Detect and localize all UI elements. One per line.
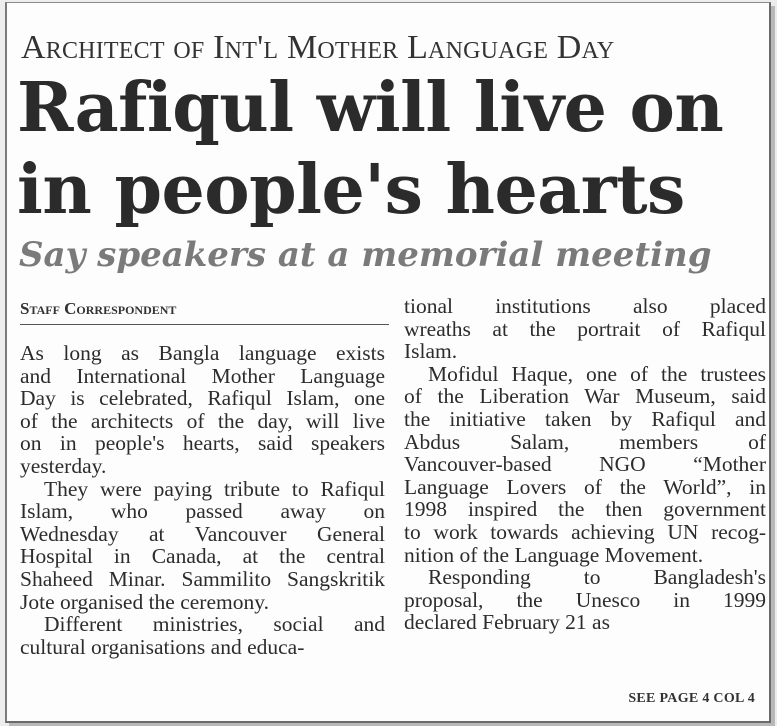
text-line: Different ministries, social and [44, 612, 385, 637]
text-line: Responding to Bangladesh's [428, 565, 766, 590]
text-line: wreaths at the portrait of Rafiqul [404, 316, 766, 341]
text-line: of the Liberation War Museum, said [404, 384, 766, 409]
text-line: to work towards achieving UN recog- [404, 519, 766, 544]
paragraph [20, 613, 385, 658]
paragraph [404, 363, 766, 566]
newspaper-clipping [5, 2, 771, 723]
article-column-2 [404, 295, 766, 634]
subheadline: Say speakers at a memorial meeting [19, 235, 712, 275]
text-line: cultural organisations and educa- [20, 634, 305, 659]
text-line: Shaheed Minar. Sammilito Sangskritik [20, 566, 385, 591]
text-line: declared February 21 as [404, 610, 610, 635]
text-line: They were paying tribute to Rafiqul [44, 476, 385, 501]
paragraph [404, 295, 766, 363]
text-line: and International Mother Language [20, 363, 385, 388]
text-line: As long as Bangla language exists [20, 341, 385, 365]
paragraph [20, 478, 385, 614]
text-line: Vancouver-based NGO “Mother [404, 452, 766, 477]
text-line: Wednesday at Vancouver General [20, 521, 385, 546]
continuation-note: SEE PAGE 4 COL 4 [628, 691, 755, 706]
paragraph [404, 566, 766, 634]
text-line: Hospital in Canada, at the central [20, 544, 385, 569]
paragraph [20, 342, 385, 478]
text-line: the initiative taken by Rafiqul and [404, 406, 766, 431]
text-line: yesterday. [20, 453, 107, 478]
text-line: nition of the Language Movement. [404, 542, 704, 567]
text-line: tional institutions also placed [404, 294, 766, 318]
text-line: 1998 inspired the then government [404, 497, 766, 522]
headline-line-2: in people's hearts [17, 150, 685, 230]
byline: Staff Correspondent [20, 298, 389, 325]
text-line: of the architects of the day, will live [20, 408, 385, 433]
text-line: proposal, the Unesco in 1999 [404, 587, 766, 612]
text-line: Mofidul Haque, one of the trustees [428, 361, 766, 386]
headline-line-1: Rafiqul will live on [17, 68, 724, 148]
text-line: Jote organised the ceremony. [20, 589, 269, 614]
text-line: Language Lovers of the World”, in [404, 474, 766, 499]
text-line: on in people's hearts, said speakers [20, 431, 385, 456]
text-line: Islam. [404, 339, 458, 364]
main-headline [17, 67, 723, 231]
kicker-headline: Architect of Int'l Mother Language Day [21, 29, 615, 66]
text-line: Abdus Salam, members of [404, 429, 766, 454]
text-line: Day is celebrated, Rafiqul Islam, one [20, 386, 385, 411]
text-line: Islam, who passed away on [20, 499, 385, 524]
article-column-1 [20, 342, 385, 658]
